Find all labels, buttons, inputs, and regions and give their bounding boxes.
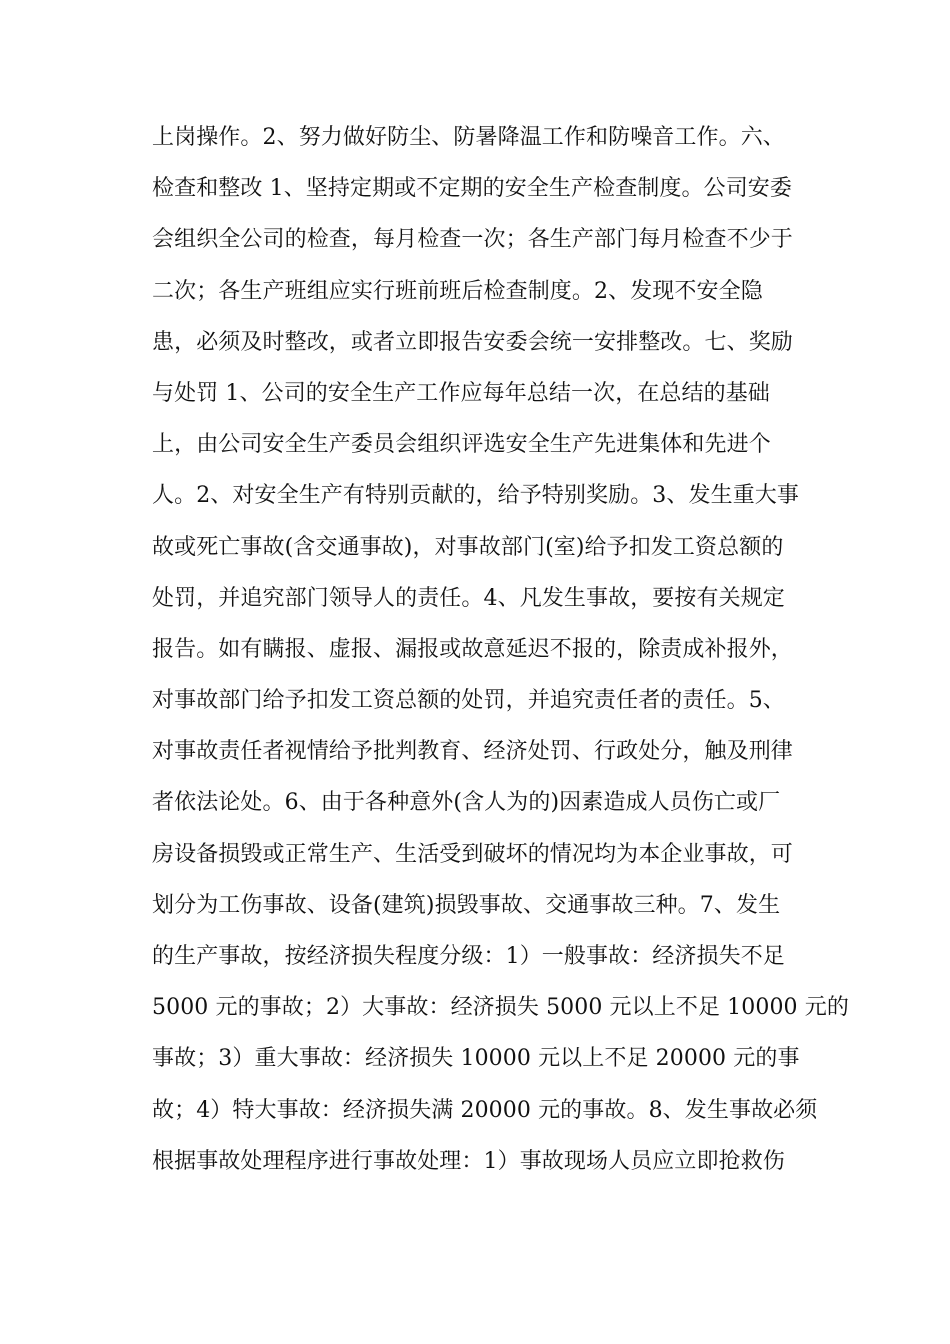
text-line: 上，由公司安全生产委员会组织评选安全生产先进集体和先进个 [152,432,771,458]
text-line: 检查和整改 1、坚持定期或不定期的安全生产检查制度。公司安委 [152,176,792,202]
text-line: 故；4）特大事故：经济损失满 20000 元的事故。8、发生事故必须 [152,1097,818,1123]
text-line: 者依法论处。6、由于各种意外(含人为的)因素造成人员伤亡或厂 [152,790,781,816]
text-line: 房设备损毁或正常生产、生活受到破坏的情况均为本企业事故，可 [152,841,793,867]
text-line: 报告。如有瞒报、虚报、漏报或故意延迟不报的，除责成补报外， [152,636,793,662]
text-line: 上岗操作。2、努力做好防尘、防暑降温工作和防噪音工作。六、 [152,125,785,150]
body-text [152,118,849,1193]
text-line: 与处罚 1、公司的安全生产工作应每年总结一次，在总结的基础 [152,380,770,406]
text-line: 人。2、对安全生产有特别贡献的，给予特别奖励。3、发生重大事 [152,483,799,509]
text-line: 根据事故处理程序进行事故处理：1）事故现场人员应立即抢救伤 [152,1148,785,1174]
text-line: 会组织全公司的检查，每月检查一次；各生产部门每月检查不少于 [152,227,793,253]
text-line: 二次；各生产班组应实行班前班后检查制度。2、发现不安全隐 [152,278,763,304]
text-line: 对事故部门给予扣发工资总额的处罚，并追究责任者的责任。5、 [152,688,785,714]
text-line: 5000 元的事故；2）大事故：经济损失 5000 元以上不足 10000 元的 [152,995,849,1021]
text-line: 的生产事故，按经济损失程度分级：1）一般事故：经济损失不足 [152,944,785,969]
text-line: 事故；3）重大事故：经济损失 10000 元以上不足 20000 元的事 [152,1046,800,1072]
text-line: 处罚，并追究部门领导人的责任。4、凡发生事故，要按有关规定 [152,585,785,611]
text-line: 患，必须及时整改，或者立即报告安委会统一安排整改。七、奖励 [152,329,793,355]
text-line: 故或死亡事故(含交通事故)，对事故部门(室)给予扣发工资总额的 [152,534,784,560]
text-line: 对事故责任者视情给予批判教育、经济处罚、行政处分，触及刑律 [152,739,793,765]
text-line: 划分为工伤事故、设备(建筑)损毁事故、交通事故三种。7、发生 [152,892,781,918]
